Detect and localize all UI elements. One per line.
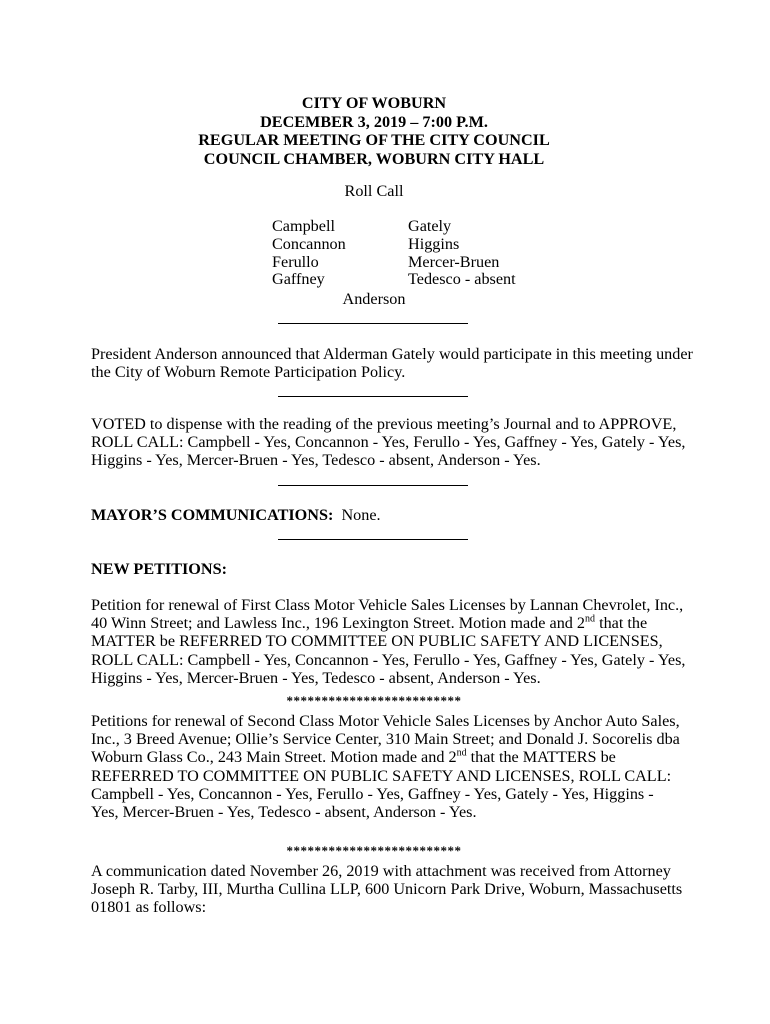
paragraph-line: ROLL CALL: Campbell - Yes, Concannon - Yes, Ferullo - Yes, Gaffney - Yes, Gately - Yes, — [91, 650, 686, 669]
petition-second-class — [91, 712, 691, 821]
paragraph-line: Petition for renewal of First Class Motor Vehicle Sales Licenses by Lannan Chevrolet, Inc., — [91, 596, 684, 614]
roll-call-member: Campbell — [272, 217, 335, 235]
section-divider — [278, 539, 468, 540]
header-meeting: REGULAR MEETING OF THE CITY COUNCIL — [198, 131, 550, 149]
header-location: COUNCIL CHAMBER, WOBURN CITY HALL — [203, 149, 545, 168]
announcement-paragraph — [91, 345, 691, 381]
paragraph-line: REFERRED TO COMMITTEE ON PUBLIC SAFETY AND LICENSES, ROLL CALL: — [91, 766, 672, 785]
communication-paragraph — [91, 862, 691, 917]
roll-call-president: Anderson — [342, 290, 406, 308]
paragraph-line: Yes, Mercer-Bruen - Yes, Tedesco - absent, Anderson - Yes. — [91, 803, 477, 822]
paragraph-line: ROLL CALL: Campbell - Yes, Concannon - Yes, Ferullo - Yes, Gaffney - Yes, Gately - Yes, — [91, 433, 686, 452]
asterisk-separator: ************************* — [286, 843, 462, 858]
journal-vote-paragraph — [91, 415, 691, 470]
paragraph-line: Inc., 3 Breed Avenue; Ollie’s Service Center, 310 Main Street; and Donald J. Socorelis dba — [91, 730, 680, 749]
roll-call-member: Gately — [408, 217, 452, 235]
mayors-heading: MAYOR’S COMMUNICATIONS: — [91, 506, 334, 524]
paragraph-line: Petitions for renewal of Second Class Motor Vehicle Sales Licenses by Anchor Auto Sales, — [91, 712, 680, 730]
roll-call-member: Ferullo — [272, 252, 319, 271]
paragraph-line: Higgins - Yes, Mercer-Bruen - Yes, Tedesco - absent, Anderson - Yes. — [91, 668, 541, 687]
roll-call-member: Gaffney — [272, 270, 325, 289]
paragraph-line: Joseph R. Tarby, III, Murtha Cullina LLP, 600 Unicorn Park Drive, Woburn, Massachusetts — [91, 880, 683, 899]
roll-call-member: Mercer-Bruen — [408, 252, 500, 271]
asterisk-separator: ************************* — [286, 693, 462, 708]
paragraph-line: President Anderson announced that Alderman Gately would participate in this meeting under — [91, 345, 693, 363]
paragraph-line: 01801 as follows: — [91, 898, 207, 917]
document-header — [0, 94, 748, 168]
paragraph-line: VOTED to dispense with the reading of the previous meeting’s Journal and to APPROVE, — [91, 415, 677, 433]
petition-first-class — [91, 596, 691, 687]
header-date: DECEMBER 3, 2019 – 7:00 P.M. — [260, 112, 488, 131]
paragraph-line: Woburn Glass Co., 243 Main Street. Motion made and 2nd that the MATTERS be — [91, 748, 616, 767]
mayors-value: None. — [341, 506, 381, 524]
roll-call-title: Roll Call — [344, 182, 404, 200]
paragraph-line: Campbell - Yes, Concannon - Yes, Ferullo - Yes, Gaffney - Yes, Gately - Yes, Higgins - — [91, 784, 654, 803]
paragraph-line: 40 Winn Street; and Lawless Inc., 196 Lexington Street. Motion made and 2nd that the — [91, 613, 648, 633]
paragraph-line: A communication dated November 26, 2019 with attachment was received from Attorney — [91, 862, 671, 880]
roll-call-member: Tedesco - absent — [408, 270, 516, 289]
section-divider — [278, 485, 468, 486]
paragraph-line: Higgins - Yes, Mercer-Bruen - Yes, Tedesco - absent, Anderson - Yes. — [91, 451, 541, 470]
roll-call-member: Higgins — [408, 234, 460, 253]
roll-call-left-column — [272, 218, 346, 289]
mayors-communications — [91, 506, 691, 524]
paragraph-line: the City of Woburn Remote Participation Policy. — [91, 363, 406, 382]
paragraph-line: MATTER be REFERRED TO COMMITTEE ON PUBLIC SAFETY AND LICENSES, — [91, 632, 663, 651]
roll-call-right-column — [408, 218, 516, 289]
section-divider — [278, 396, 468, 397]
header-city: CITY OF WOBURN — [301, 94, 447, 112]
roll-call-member: Concannon — [272, 234, 346, 253]
section-divider — [278, 323, 468, 324]
new-petitions-heading: NEW PETITIONS: — [91, 560, 227, 578]
